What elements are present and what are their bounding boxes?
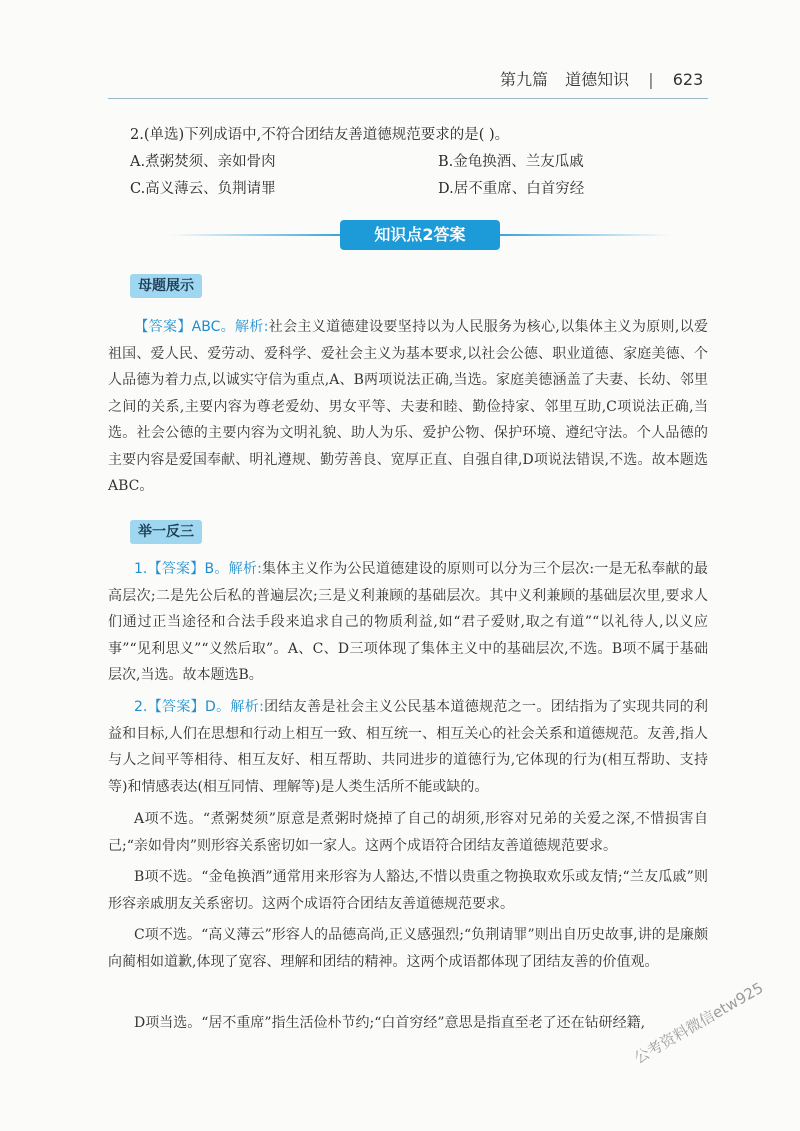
page-number: 623 xyxy=(672,70,704,89)
section-label: 道德知识 xyxy=(565,70,630,89)
banner-rule-left xyxy=(170,234,340,236)
analysis-c-text: C项不选。“高义薄云”形容人的品德高尚,正义感强烈;“负荆请罪”则出自历史故事,讲的是廉颇向蔺相如道歉,体现了宽容、理解和团结的精神。这两个成语都体现了团结友善的价值观。 xyxy=(108,927,708,970)
running-head xyxy=(500,67,703,90)
answer-label-1: 【答案】ABC。解析: xyxy=(134,319,269,335)
option-c: C.高义薄云、负荆请罪 xyxy=(130,181,276,197)
answer-text-1: 社会主义道德建设要坚持以为人民服务为核心,以集体主义为原则,以爱祖国、爱人民、爱劳动、爱科学、爱社会主义为基本要求,以社会公德、职业道德、家庭美德、个人品德为着力点,以诚实守信为重点,A、B两项说法正确,当选。家庭美德涵盖了夫妻、长幼、邻里之间的关系,主要内容为尊老爱幼、男女平等、夫妻和睦、勤俭持家、邻里互助,C项说法正确,当选。社会公德的主要内容为文明礼貌、助人为乐、爱护公物、保护环境、遵纪守法。个人品德的主要内容是爱国奉献、明礼遵规、勤劳善良、宽厚正直、自强自律,D项说法错误,不选。故本题选ABC。 xyxy=(108,319,708,494)
option-a: A.煮粥焚须、亲如骨肉 xyxy=(130,154,276,170)
analysis-c xyxy=(108,922,708,975)
header-separator: | xyxy=(648,70,654,89)
page-header xyxy=(0,0,800,100)
answer-paragraph-1 xyxy=(108,314,708,500)
practice-label-2: 2.【答案】D。解析: xyxy=(134,699,264,715)
answer-banner xyxy=(170,220,670,250)
option-d: D.居不重席、白首穷经 xyxy=(438,181,585,197)
option-b: B.金龟换酒、兰友瓜戚 xyxy=(438,154,584,170)
analysis-b-text: B项不选。“金龟换酒”通常用来形容为人豁达,不惜以贵重之物换取欢乐或友情;“兰友瓜戚”则形容亲戚朋友关系密切。这两个成语符合团结友善道德规范要求。 xyxy=(108,869,708,912)
practice-answer-1 xyxy=(108,556,708,689)
section-tag-practice: 举一反三 xyxy=(130,520,202,544)
practice-text-1: 集体主义作为公民道德建设的原则可以分为三个层次:一是无私奉献的最高层次;二是先公后私的普遍层次;三是义利兼顾的基础层次。其中义利兼顾的基础层次里,要求人们通过正当途径和合法手段来追求自己的物质利益,如“君子爱财,取之有道”“以礼待人,以义应事”“见利思义”“义然后取”。A、C、D三项体现了集体主义中的基础层次,不选。B项不属于基础层次,当选。故本题选B。 xyxy=(108,561,708,683)
analysis-b xyxy=(108,864,708,917)
practice-label-1: 1.【答案】B。解析: xyxy=(134,561,262,577)
analysis-a xyxy=(108,806,708,859)
banner-title: 知识点2答案 xyxy=(340,220,500,250)
practice-answer-2 xyxy=(108,694,708,800)
watermark: 公考资料微信etw925 xyxy=(631,978,767,1068)
practice-text-2: 团结友善是社会主义公民基本道德规范之一。团结指为了实现共同的利益和目标,人们在思想和行动上相互一致、相互统一、相互关心的社会关系和道德规范。友善,指人与人之间平等相待、相互友好、相互帮助、共同进步的道德行为,它体现的行为(相互帮助、支持等)和情感表达(相互同情、理解等)是人类生活所不能或缺的。 xyxy=(108,699,708,795)
header-rule xyxy=(108,98,708,99)
chapter-label: 第九篇 xyxy=(500,70,549,89)
analysis-d-text: D项当选。“居不重席”指生活俭朴节约;“白首穷经”意思是指直至老了还在钻研经籍, xyxy=(134,1015,646,1031)
analysis-d xyxy=(108,1010,708,1037)
banner-rule-right xyxy=(500,234,670,236)
section-tag-mother: 母题展示 xyxy=(130,274,202,298)
question-stem: 2.(单选)下列成语中,不符合团结友善道德规范要求的是( )。 xyxy=(130,127,510,143)
analysis-a-text: A项不选。“煮粥焚须”原意是煮粥时烧掉了自己的胡须,形容对兄弟的关爱之深,不惜损害自己;“亲如骨肉”则形容关系密切如一家人。这两个成语符合团结友善道德规范要求。 xyxy=(108,811,708,854)
